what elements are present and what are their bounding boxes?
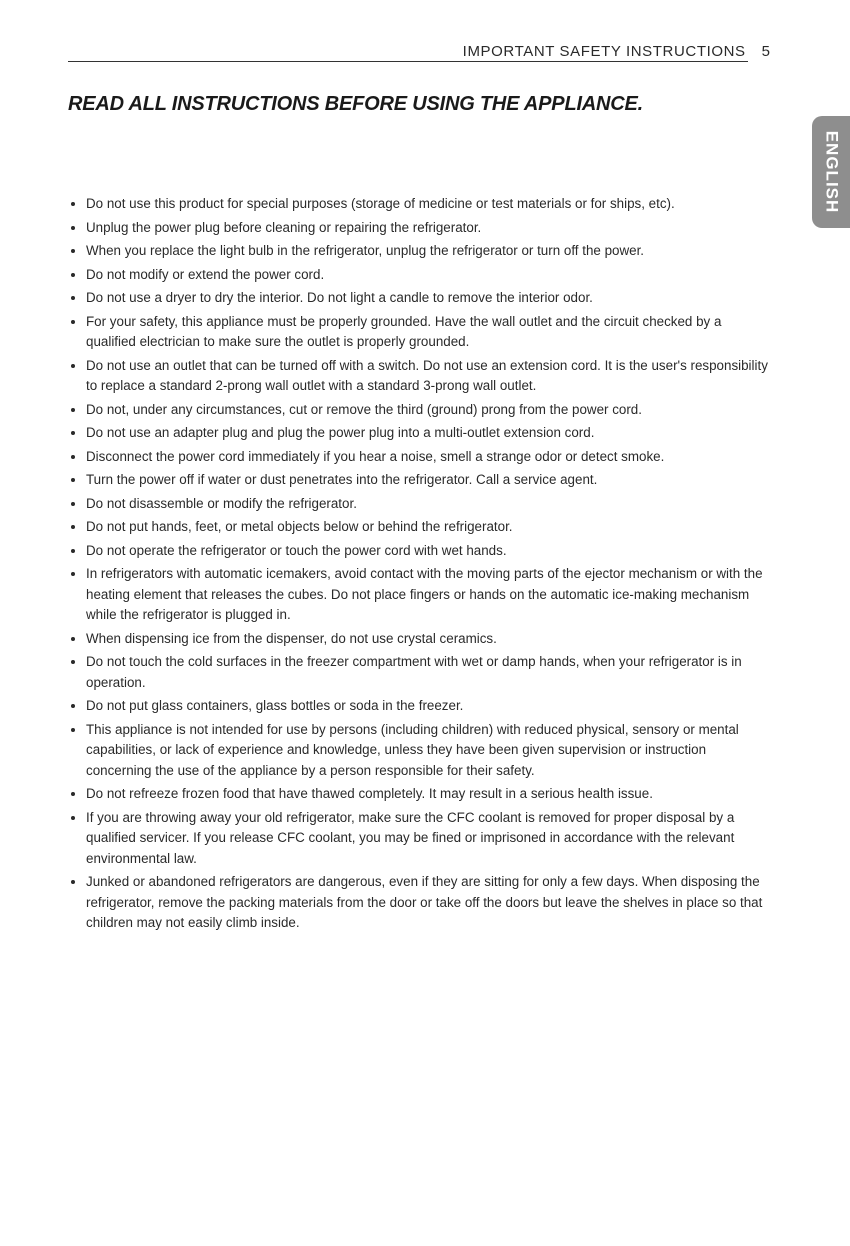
list-item: Do not put glass containers, glass bottles or soda in the freezer. [68,696,768,717]
list-item: This appliance is not intended for use by persons (including children) with reduced physical, sensory or mental capabilities, or lack of experience and knowledge, unless they have been given supervision or instruction concerning the use of the appliance by a person responsible for their safety. [68,720,768,782]
list-item: When you replace the light bulb in the refrigerator, unplug the refrigerator or turn off the power. [68,241,768,262]
list-item: Do not modify or extend the power cord. [68,265,768,286]
list-item: Unplug the power plug before cleaning or repairing the refrigerator. [68,218,768,239]
list-item: Do not refreeze frozen food that have thawed completely. It may result in a serious health issue. [68,784,768,805]
safety-instructions-list [68,194,768,937]
list-item: Disconnect the power cord immediately if you hear a noise, smell a strange odor or detect smoke. [68,447,768,468]
language-tab [812,116,850,228]
list-item: Do not use a dryer to dry the interior. Do not light a candle to remove the interior odor. [68,288,768,309]
list-item: Do not put hands, feet, or metal objects below or behind the refrigerator. [68,517,768,538]
list-item: Do not use an adapter plug and plug the power plug into a multi-outlet extension cord. [68,423,768,444]
list-item: Do not operate the refrigerator or touch the power cord with wet hands. [68,541,768,562]
language-tab-label: ENGLISH [822,130,841,214]
list-item: Do not, under any circumstances, cut or remove the third (ground) prong from the power cord. [68,400,768,421]
section-title: IMPORTANT SAFETY INSTRUCTIONS [462,43,746,60]
list-item: If you are throwing away your old refrigerator, make sure the CFC coolant is removed for proper disposal by a qualified servicer. If you release CFC coolant, you may be fined or imprisoned in accordance with the relevant environmental law. [68,808,768,870]
page-number: 5 [761,43,770,60]
list-item: Do not use this product for special purposes (storage of medicine or test materials or for ships, etc). [68,194,768,215]
list-item: In refrigerators with automatic icemakers, avoid contact with the moving parts of the ejector mechanism or with the heating element that releases the cubes. Do not place fingers or hands on the automatic ice-making mechanism while the refrigerator is plugged in. [68,564,768,626]
list-item: Junked or abandoned refrigerators are dangerous, even if they are sitting for only a few days. When disposing the refrigerator, remove the packing materials from the door or take off the doors but leave the shelves in place so that children may not easily climb inside. [68,872,768,934]
list-item: Do not use an outlet that can be turned off with a switch. Do not use an extension cord. It is the user's responsibility to replace a standard 2-prong wall outlet with a standard 3-prong wall outlet. [68,356,768,397]
header-divider [68,61,748,62]
list-item: For your safety, this appliance must be properly grounded. Have the wall outlet and the circuit checked by a qualified electrician to make sure the outlet is properly grounded. [68,312,768,353]
list-item: Turn the power off if water or dust penetrates into the refrigerator. Call a service agent. [68,470,768,491]
list-item: When dispensing ice from the dispenser, do not use crystal ceramics. [68,629,768,650]
page-header [463,43,770,60]
list-item: Do not touch the cold surfaces in the freezer compartment with wet or damp hands, when your refrigerator is in operation. [68,652,768,693]
page-title: READ ALL INSTRUCTIONS BEFORE USING THE APPLIANCE. [68,93,644,115]
list-item: Do not disassemble or modify the refrigerator. [68,494,768,515]
